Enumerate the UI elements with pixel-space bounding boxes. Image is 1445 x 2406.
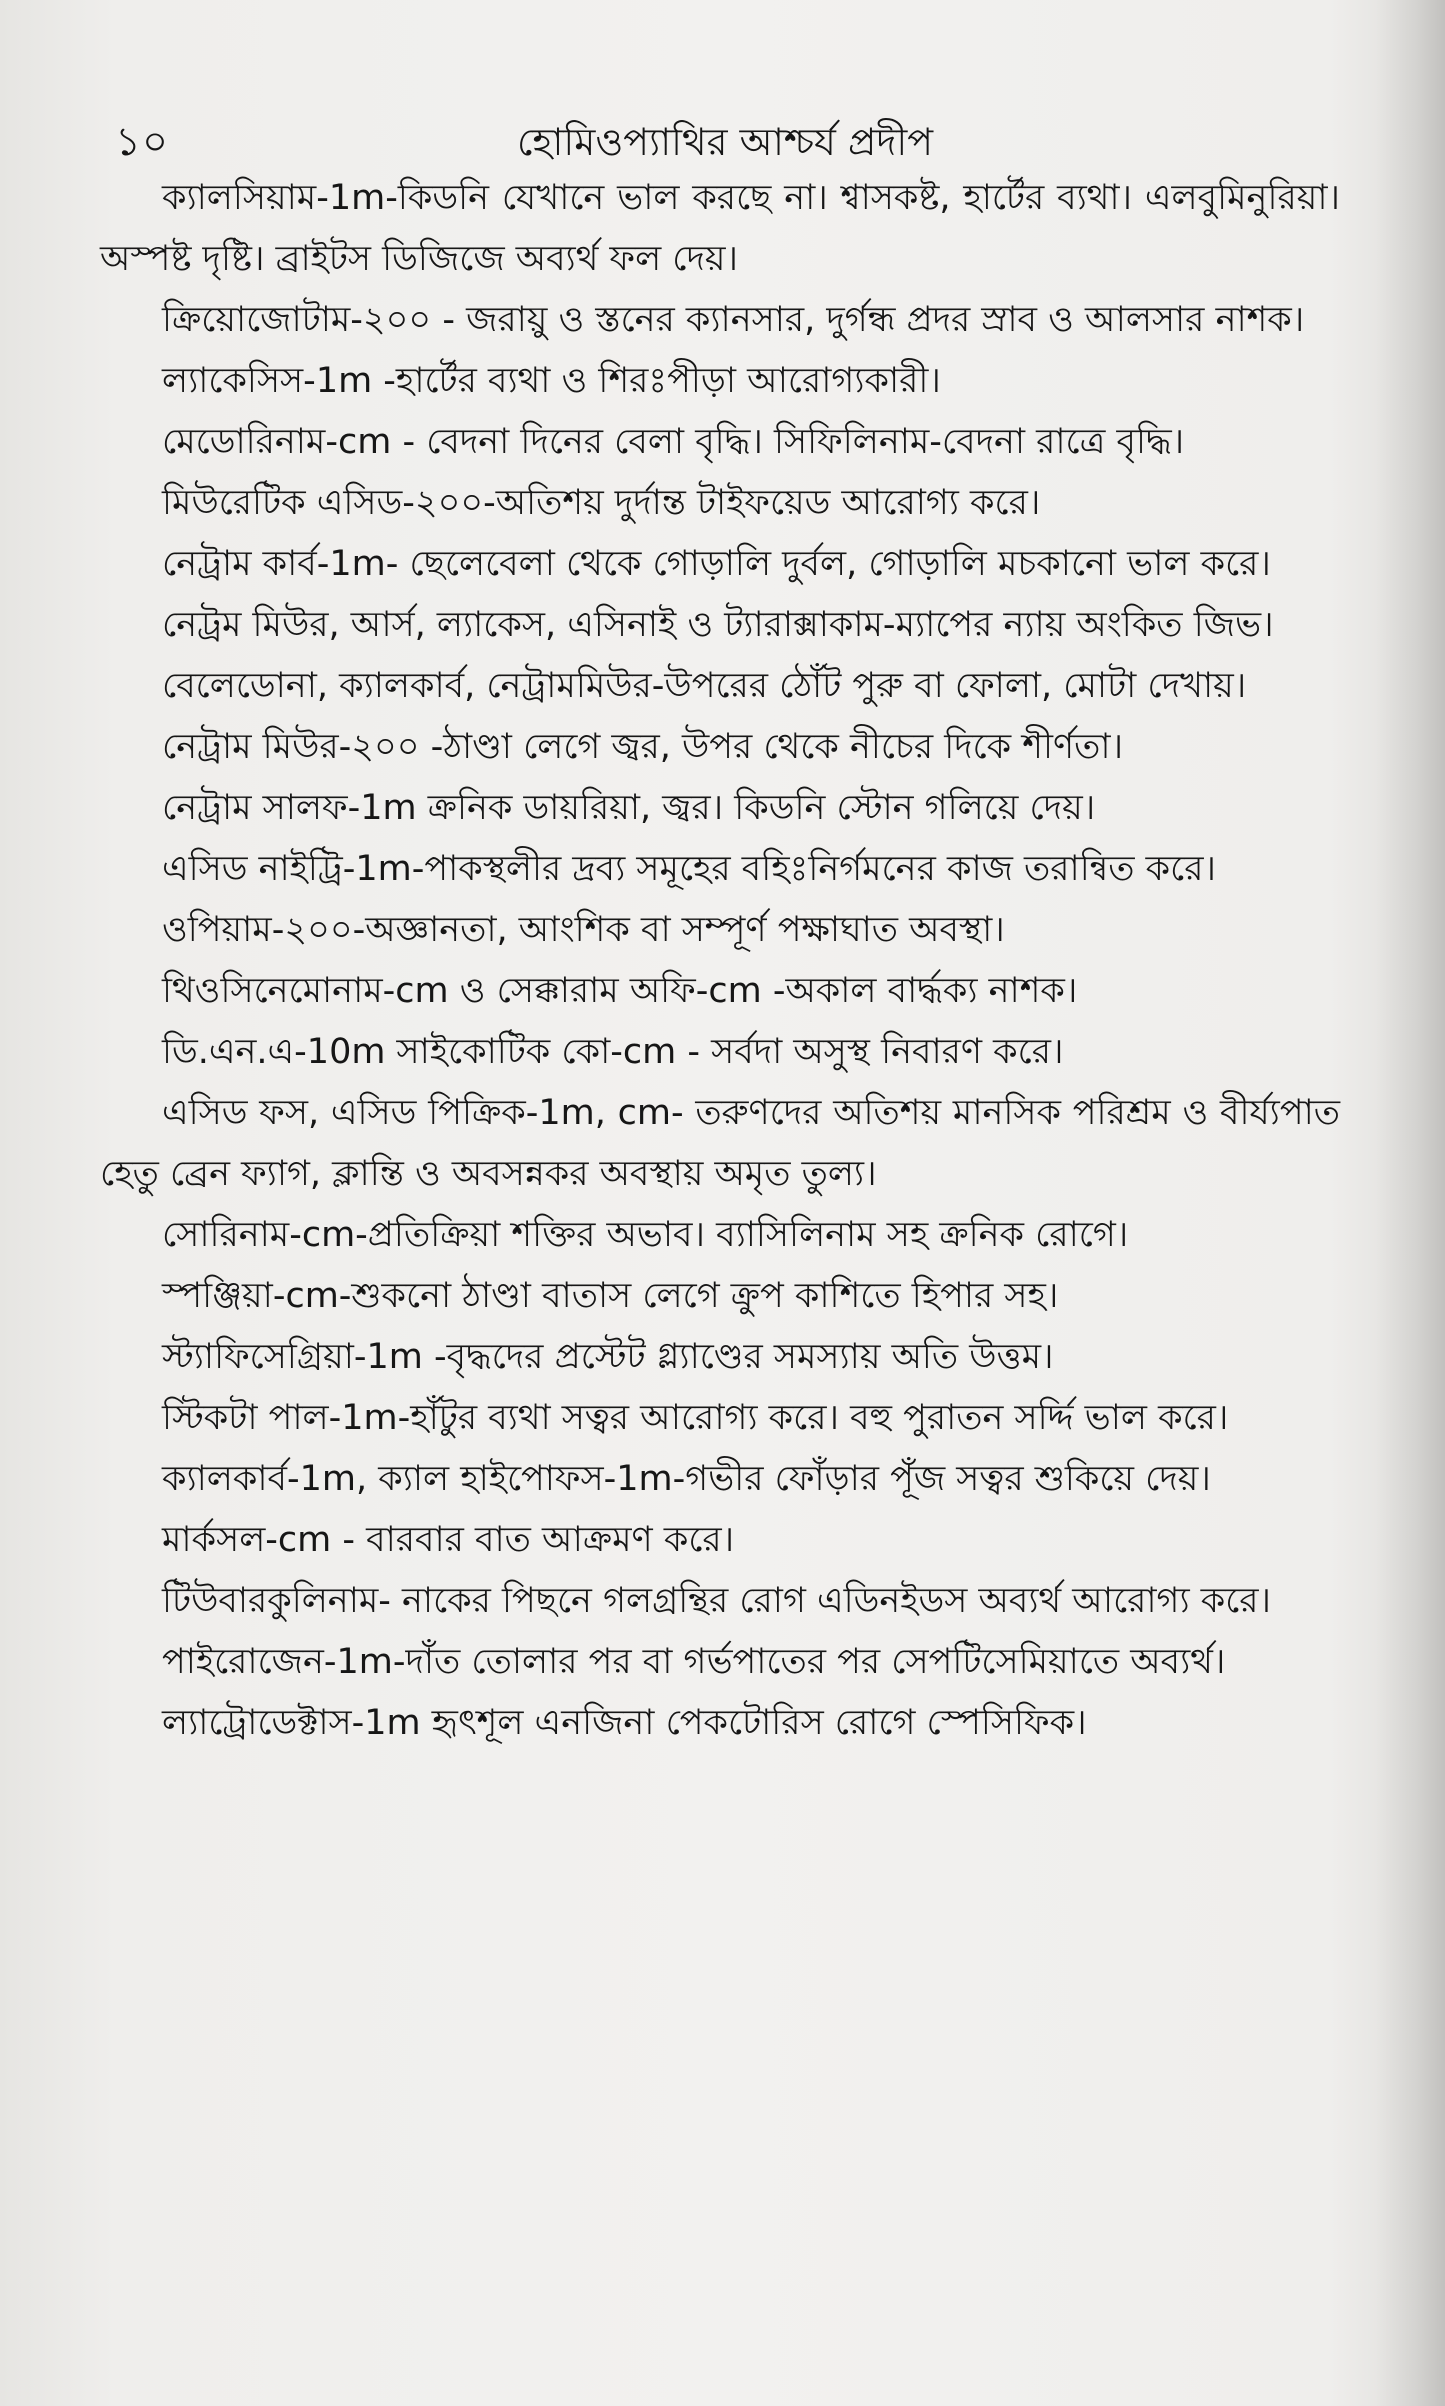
remedy-entry: নেট্রাম কার্ব-1m- ছেলেবেলা থেকে গোড়ালি দুর্বল, গোড়ালি মচকানো ভাল করে। xyxy=(162,544,1271,584)
remedy-entry: এসিড ফস, এসিড পিক্রিক-1m, cm- তরুণদের অতিশয় মানসিক পরিশ্রম ও বীর্য্যপাত হেতু ব্রেন ফ্যাগ, ক্লান্তি ও অবসন্নকর অবস্থায় অমৃত তুল্য। xyxy=(100,1093,1340,1194)
body-text xyxy=(100,168,1340,1754)
remedy-entry: ক্রিয়োজোটাম-২০০ - জরায়ু ও স্তনের ক্যানসার, দুর্গন্ধ প্রদর স্রাব ও আলসার নাশক। xyxy=(162,300,1305,340)
remedy-entry: থিওসিনেমোনাম-cm ও সেক্কারাম অফি-cm -অকাল বার্দ্ধক্য নাশক। xyxy=(162,971,1078,1011)
remedy-entry: মার্কসল-cm - বারবার বাত আক্রমণ করে। xyxy=(162,1520,735,1560)
remedy-entry: নেট্রম মিউর, আর্স, ল্যাকেস, এসিনাই ও ট্যারাক্সাকাম-ম্যাপের ন্যায় অংকিত জিভ। xyxy=(162,605,1274,645)
remedy-entry: ল্যাট্রোডেক্টাস-1m হৃৎশূল এনজিনা পেকটোরিস রোগে স্পেসিফিক। xyxy=(162,1703,1087,1743)
remedy-entry: মেডোরিনাম-cm - বেদনা দিনের বেলা বৃদ্ধি। সিফিলিনাম-বেদনা রাত্রে বৃদ্ধি। xyxy=(162,422,1185,462)
remedy-entry: নেট্রাম মিউর-২০০ -ঠাণ্ডা লেগে জ্বর, উপর থেকে নীচের দিকে শীর্ণতা। xyxy=(162,727,1124,767)
remedy-entry: ওপিয়াম-২০০-অজ্ঞানতা, আংশিক বা সম্পূর্ণ পক্ষাঘাত অবস্থা। xyxy=(162,910,1005,950)
remedy-entry: ল্যাকেসিস-1m -হার্টের ব্যথা ও শিরঃপীড়া আরোগ্যকারী। xyxy=(162,361,941,401)
remedy-entry: ক্যালকার্ব-1m, ক্যাল হাইপোফস-1m-গভীর ফোঁড়ার পূঁজ সত্বর শুকিয়ে দেয়। xyxy=(162,1459,1211,1499)
remedy-entry: নেট্রাম সালফ-1m ক্রনিক ডায়রিয়া, জ্বর। কিডনি স্টোন গলিয়ে দেয়। xyxy=(162,788,1096,828)
remedy-entry: এসিড নাইট্রি-1m-পাকস্থলীর দ্রব্য সমূহের বহিঃনির্গমনের কাজ তরান্বিত করে। xyxy=(162,849,1216,889)
remedy-entry: ক্যালসিয়াম-1m-কিডনি যেখানে ভাল করছে না। শ্বাসকষ্ট, হার্টের ব্যথা। এলবুমিনুরিয়া। অস্পষ্ট দৃষ্টি। ব্রাইটস ডিজিজে অব্যর্থ ফল দেয়। xyxy=(100,178,1340,279)
remedy-entry: টিউবারকুলিনাম- নাকের পিছনে গলগ্রন্থির রোগ এডিনইডস অব্যর্থ আরোগ্য করে। xyxy=(162,1581,1272,1621)
remedy-entry: বেলেডোনা, ক্যালকার্ব, নেট্রামমিউর-উপরের ঠোঁট পুরু বা ফোলা, মোটা দেখায়। xyxy=(162,666,1247,706)
remedy-entry: স্পঞ্জিয়া-cm-শুকনো ঠাণ্ডা বাতাস লেগে ক্রুপ কাশিতে হিপার সহ। xyxy=(162,1276,1059,1316)
remedy-entry: স্ট্যাফিসেগ্রিয়া-1m -বৃদ্ধদের প্রস্টেট গ্ল্যাণ্ডের সমস্যায় অতি উত্তম। xyxy=(162,1337,1054,1377)
remedy-entry: মিউরেটিক এসিড-২০০-অতিশয় দুর্দান্ত টাইফয়েড আরোগ্য করে। xyxy=(162,483,1041,523)
page-number: ১০ xyxy=(115,119,169,165)
spine-shadow xyxy=(1375,0,1445,2406)
running-title: হোমিওপ্যাথির আশ্চর্য প্রদীপ xyxy=(516,120,934,164)
remedy-entry: পাইরোজেন-1m-দাঁত তোলার পর বা গর্ভপাতের পর সেপটিসেমিয়াতে অব্যর্থ। xyxy=(162,1642,1226,1682)
remedy-entry: স্টিকটা পাল-1m-হাঁটুর ব্যথা সত্বর আরোগ্য করে। বহু পুরাতন সর্দ্দি ভাল করে। xyxy=(162,1398,1229,1438)
remedy-entry: ডি.এন.এ-10m সাইকোটিক কো-cm - সর্বদা অসুস্থ নিবারণ করে। xyxy=(162,1032,1064,1072)
remedy-entry: সোরিনাম-cm-প্রতিক্রিয়া শক্তির অভাব। ব্যাসিলিনাম সহ ক্রনিক রোগে। xyxy=(162,1215,1129,1255)
